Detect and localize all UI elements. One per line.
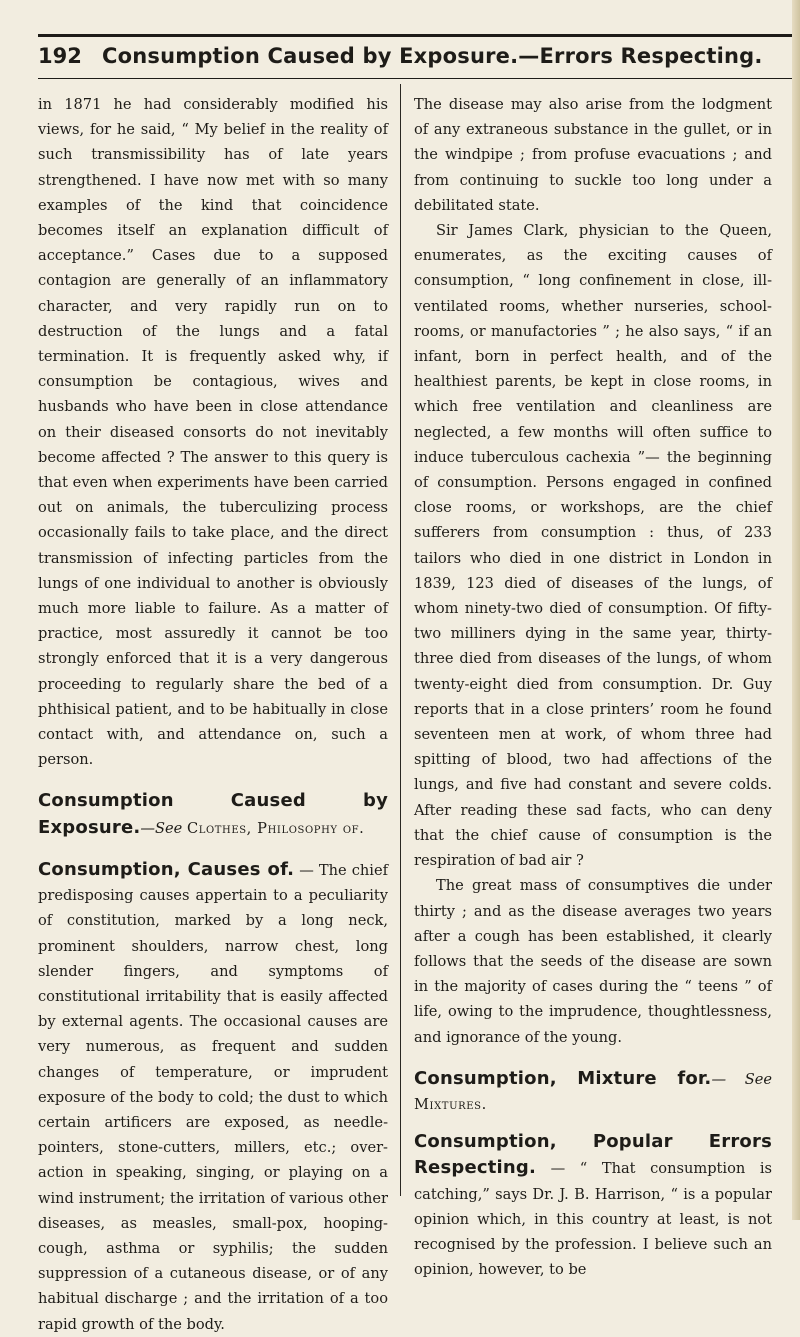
top-rule xyxy=(38,34,793,37)
entry-mixture xyxy=(414,1066,772,1117)
entry-exposure xyxy=(38,788,388,840)
right-column xyxy=(414,92,772,1282)
entry-heading: Consumption, Popular Errors Respecting. xyxy=(414,1131,772,1179)
running-title: Consumption Caused by Exposure.—Errors Respecting. xyxy=(102,44,763,68)
paragraph: The disease may also arise from the lodgment of any extraneous substance in the gullet, or in the windpipe ; from profuse evacuations ; and from continuing to suckle too long under a debilitated state. xyxy=(414,96,772,214)
entry-causes xyxy=(38,857,388,1337)
page-edge-shadow xyxy=(792,0,800,1220)
column-divider xyxy=(400,84,401,1196)
left-column xyxy=(38,92,388,1337)
see-reference: —See xyxy=(140,819,183,837)
entry-text: — The chief predisposing causes appertain to a peculiarity of constitution, marked by a long neck, prominent shoulders, narrow chest, long slender fingers, and symptoms of constitutional irritability that is easily affected by external agents. The occasional causes are very numerous, as frequent and sudden changes of temperature, or imprudent exposure of the body to cold; the dust to which certain artificers are exposed, as needle-pointers, stone-cutters, millers, etc.; over-action in speaking, singing, or playing on a wind instrument; the irritation of various other diseases, as measles, small-pox, hooping-cough, asthma or syphilis; the sudden suppression of a cutaneous disease, or of any habitual discharge ; and the irritation of a too rapid growth of the body. xyxy=(38,861,389,1333)
entry-heading: Consumption, Causes of. xyxy=(38,858,295,880)
header-rule xyxy=(38,78,793,79)
entry-errors xyxy=(414,1129,772,1282)
entry-heading: Consumption Caused by Exposure. xyxy=(38,790,388,838)
entry-heading: Consumption, Mixture for. xyxy=(414,1067,712,1089)
see-reference: — See xyxy=(711,1070,772,1088)
cross-reference: Mixtures. xyxy=(414,1095,487,1113)
page-number: 192 xyxy=(38,44,82,68)
entry-text: — “ That consumption is catching,” says Dr. J. B. Harrison, “ is a popular opinion which, in this country at least, is not recognised by the profession. I believe such an opinion, however, to be xyxy=(414,1160,772,1279)
paragraph: The great mass of consumptives die under thirty ; and as the disease averages two years after a cough has been established, it clearly follows that the seeds of the disease are sown in the majority of cases during the “ teens ” of life, owing to the imprudence, thoughtlessness, and ignorance of the young. xyxy=(414,877,772,1046)
paragraph: Sir James Clark, physician to the Queen, enumerates, as the exciting causes of consumption, “ long confinement in close, ill-ventilated rooms, whether nurseries, school-rooms, or manufactories ” ; he also says, “ if an infant, born in perfect health, and of the healthiest parents, be kept in close rooms, in which free ventilation and cleanliness are neglected, a few months will often suffice to induce tuberculous cachexia ”— the beginning of consumption. Persons engaged in confined close rooms, or workshops, are the chief sufferers from consumption : thus, of 233 tailors who died in one district in London in 1839, 123 died of diseases of the lungs, of whom ninety-two died of consumption. Of fifty-two milliners dying in the same year, thirty-three died from diseases of the lungs, of whom twenty-eight died from consumption. Dr. Guy reports that in a close printers’ room he found seventeen men at work, of whom three had spitting of blood, two had affections of the lungs, and five had constant and severe colds. After reading these sad facts, who can deny that the chief cause of consumption is the respiration of bad air ? xyxy=(414,222,772,870)
paragraph: in 1871 he had considerably modified his views, for he said, “ My belief in the reality of such transmissibility has of late years strengthened. I have now met with so many examples of the kind that coincidence becomes itself an explanation difficult of acceptance.” Cases due to a supposed contagion are generally of an inflammatory character, and very rapidly run on to destruction of the lungs and a fatal termination. It is frequently asked why, if consumption be contagious, wives and husbands who have been in close attendance on their diseased consorts do not inevitably become affected ? The answer to this query is that even when experiments have been carried out on animals, the tuberculizing process occasionally fails to take place, and the direct transmission of infecting particles from the lungs of one individual to another is obviously much more liable to failure. As a matter of practice, most assuredly it cannot be too strongly enforced that it is a very dangerous proceeding to regularly share the bed of a phthisical patient, and to be habitually in close contact with, and attendance on, such a person. xyxy=(38,96,388,769)
cross-reference: Clothes, Philosophy of. xyxy=(186,819,365,837)
